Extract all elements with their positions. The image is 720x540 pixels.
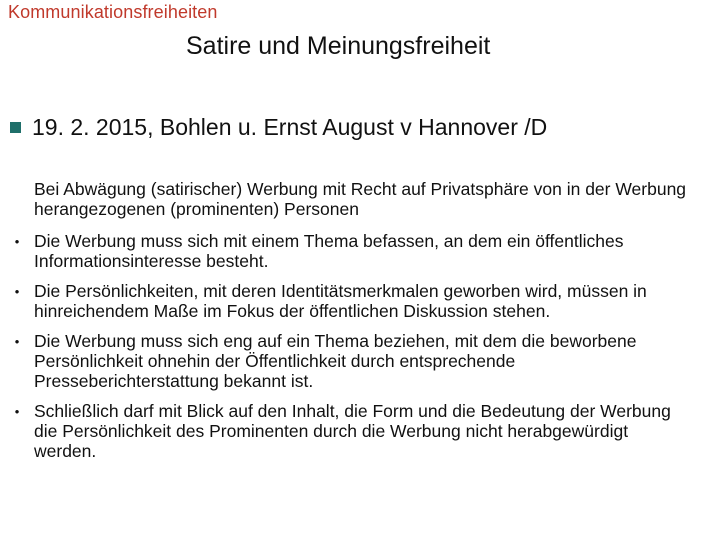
- bullet-dot-icon: •: [14, 234, 20, 249]
- bullet-item: [0, 401, 694, 461]
- bullet-dot-icon: •: [14, 334, 20, 349]
- main-point-text: 19. 2. 2015, Bohlen u. Ernst August v Hannover /D: [32, 114, 548, 140]
- bullet-list: [0, 231, 720, 471]
- square-bullet-icon: [10, 122, 21, 133]
- bullet-dot-icon: •: [14, 284, 20, 299]
- main-point: [10, 112, 547, 142]
- intro-text: Bei Abwägung (satirischer) Werbung mit Recht auf Privatsphäre von in der Werbung herangezogenen (prominenten) Personen: [34, 179, 687, 219]
- bullet-text: Die Persönlichkeiten, mit deren Identitätsmerkmalen geworben wird, müssen in hinreichendem Maße im Fokus der öffentlichen Diskussion stehen.: [34, 281, 647, 321]
- bullet-text: Schließlich darf mit Blick auf den Inhalt, die Form und die Bedeutung der Werbung die Persönlichkeit des Prominenten durch die Werbung nicht herabgewürdigt werden.: [34, 401, 671, 461]
- bullet-dot-icon: •: [14, 404, 20, 419]
- bullet-text: Die Werbung muss sich mit einem Thema befassen, an dem ein öffentliches Informationsinteresse besteht.: [34, 231, 624, 271]
- bullet-text: Die Werbung muss sich eng auf ein Thema beziehen, mit dem die beworbene Persönlichkeit ohnehin der Öffentlichkeit durch entsprechende Presseberichterstattung bekannt ist.: [34, 331, 637, 391]
- slide-title: Satire und Meinungsfreiheit: [186, 32, 491, 60]
- section-label: Kommunikationsfreiheiten: [8, 2, 218, 22]
- bullet-item: [0, 231, 694, 271]
- bullet-item: [0, 331, 694, 391]
- bullet-item: [0, 281, 694, 321]
